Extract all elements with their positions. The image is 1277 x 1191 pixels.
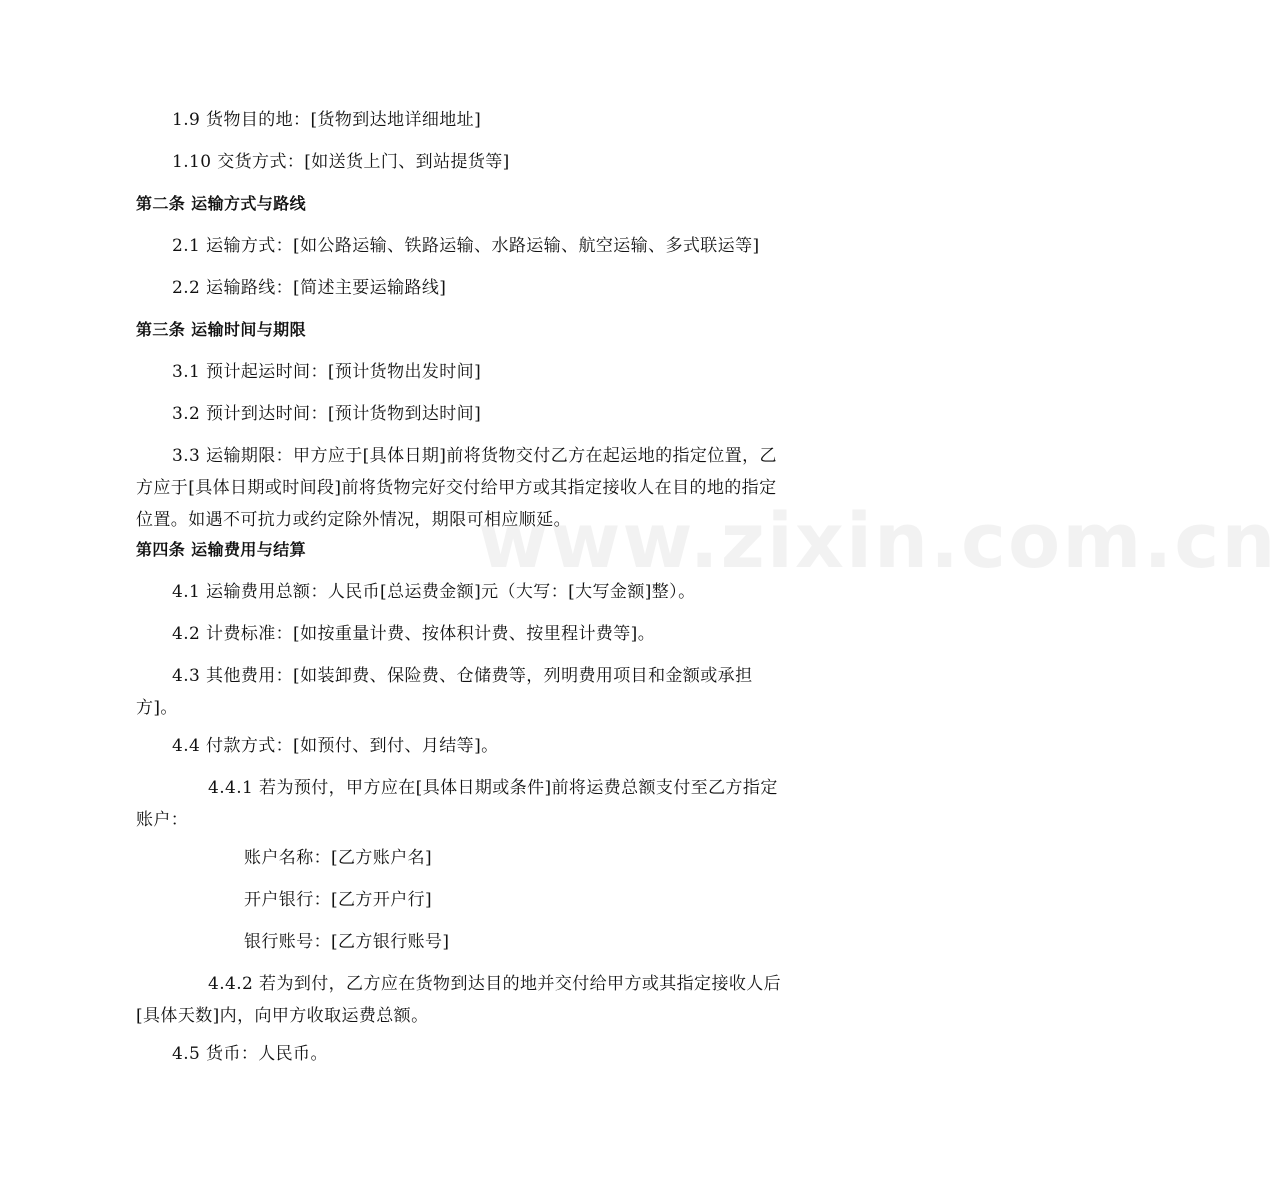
clause-2-1: 2.1 运输方式：[如公路运输、铁路运输、水路运输、航空运输、多式联运等]: [172, 236, 760, 256]
account-number: 银行账号：[乙方银行账号]: [244, 932, 450, 952]
clause-3-3: 3.3 运输期限：甲方应于[具体日期]前将货物交付乙方在起运地的指定位置，乙方应于[具体日期或时间段]前将货物完好交付给甲方或其指定接收人在目的地的指定位置。如遇不可抗力或约定除外情况，期限可相应顺延。: [136, 446, 777, 530]
clause-1-10: 1.10 交货方式：[如送货上门、到站提货等]: [172, 152, 510, 172]
clause-1-9: 1.9 货物目的地：[货物到达地详细地址]: [172, 110, 482, 130]
clause-2-2: 2.2 运输路线：[简述主要运输路线]: [172, 278, 447, 298]
account-name: 账户名称：[乙方账户名]: [244, 848, 433, 868]
watermark: www.zixin.com.cn: [478, 496, 1277, 585]
clause-4-3: 4.3 其他费用：[如装卸费、保险费、仓储费等，列明费用项目和金额或承担方]。: [136, 666, 753, 718]
clause-4-2: 4.2 计费标准：[如按重量计费、按体积计费、按里程计费等]。: [172, 624, 656, 644]
clause-3-2: 3.2 预计到达时间：[预计货物到达时间]: [172, 404, 482, 424]
article-3-heading: 第三条 运输时间与期限: [136, 320, 306, 339]
clause-4-5: 4.5 货币：人民币。: [172, 1044, 328, 1064]
article-2-heading: 第二条 运输方式与路线: [136, 194, 306, 213]
article-4-heading: 第四条 运输费用与结算: [136, 540, 306, 559]
account-bank: 开户银行：[乙方开户行]: [244, 890, 433, 910]
clause-4-4-1: 4.4.1 若为预付，甲方应在[具体日期或条件]前将运费总额支付至乙方指定账户：: [136, 778, 778, 830]
clause-4-4: 4.4 付款方式：[如预付、到付、月结等]。: [172, 736, 499, 756]
clause-4-1: 4.1 运输费用总额：人民币[总运费金额]元（大写：[大写金额]整）。: [172, 582, 696, 602]
clause-4-4-2: 4.4.2 若为到付，乙方应在货物到达目的地并交付给甲方或其指定接收人后[具体天数]内，向甲方收取运费总额。: [136, 974, 782, 1026]
clause-3-1: 3.1 预计起运时间：[预计货物出发时间]: [172, 362, 482, 382]
